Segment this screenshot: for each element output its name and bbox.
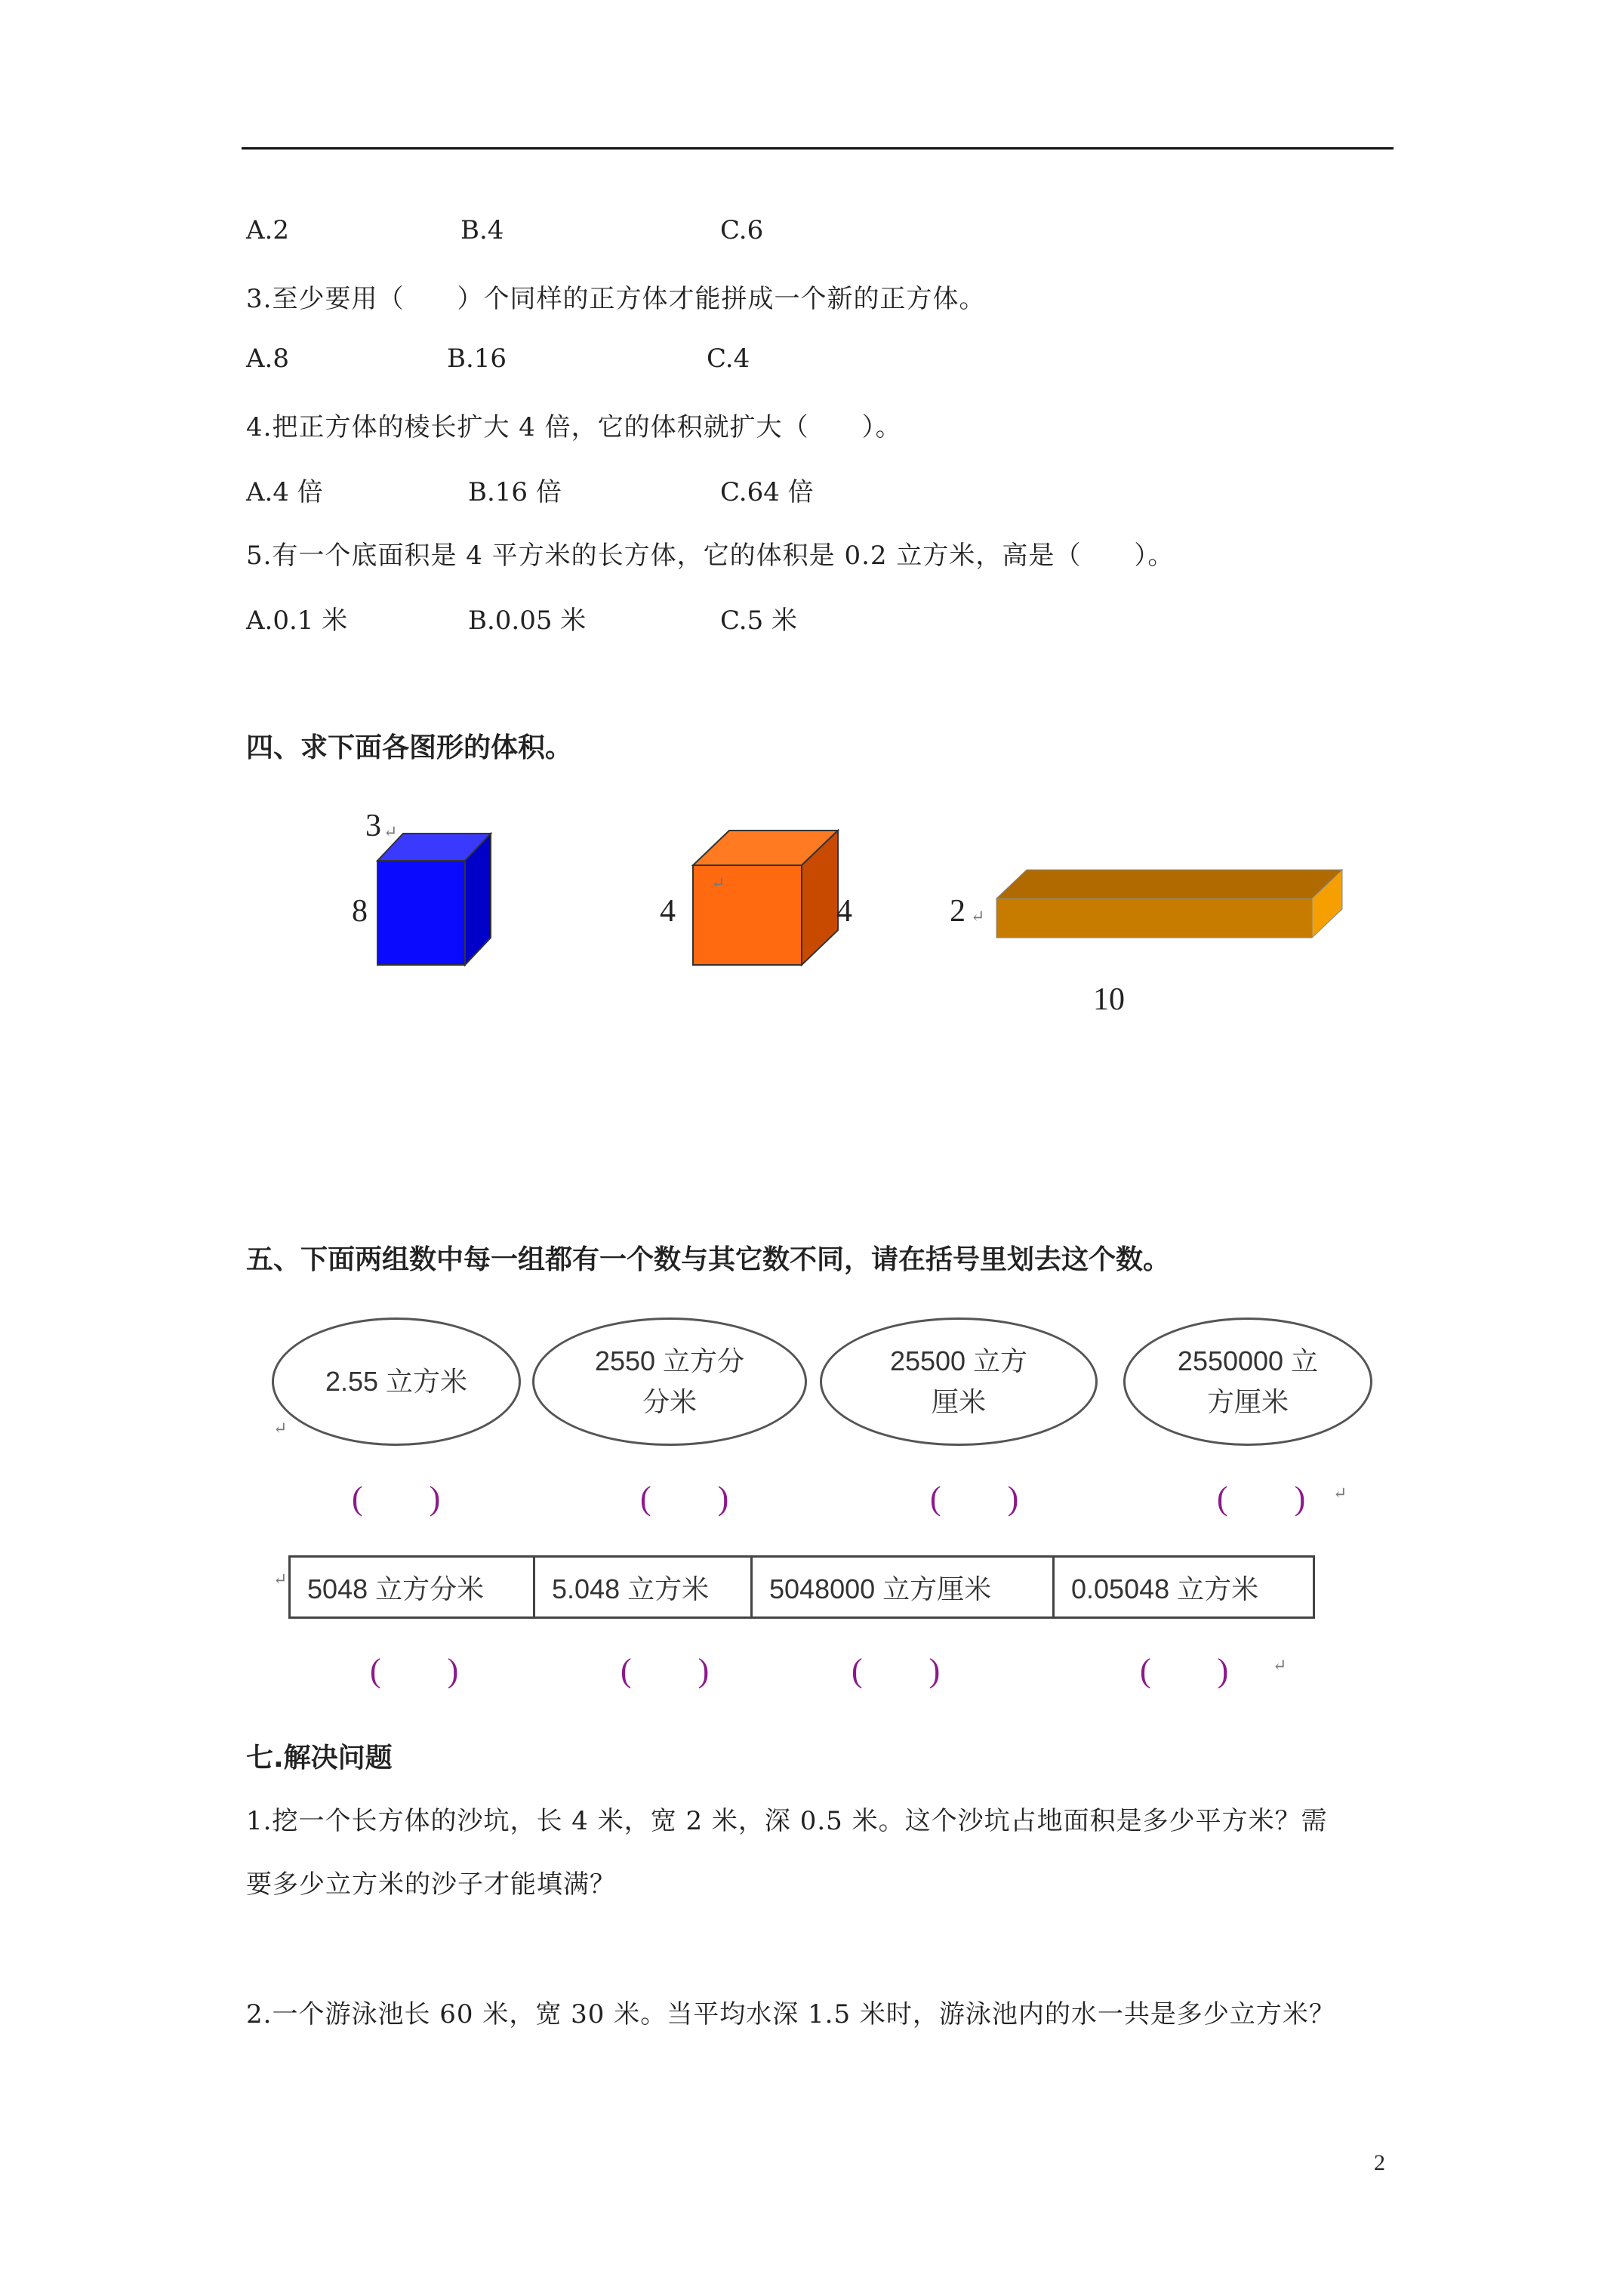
oval-line1: 2.55 立方米 [325, 1366, 468, 1397]
return-mark: ↵ [1273, 1657, 1287, 1675]
return-mark: ↵ [383, 823, 398, 842]
blue-cuboid-top-label: 3 [365, 809, 381, 843]
section4-title: 四、求下面各图形的体积。 [246, 732, 573, 763]
table-cell: 0.05048 立方米 [1071, 1573, 1259, 1604]
answer-paren: ( ) [640, 1480, 729, 1517]
q3-option-b: B.16 [447, 344, 507, 374]
number-oval-4 [1123, 1318, 1372, 1446]
q5-option-b: B.0.05 米 [468, 606, 587, 636]
brown-cuboid [996, 870, 1342, 938]
number-oval-3 [820, 1318, 1098, 1446]
oval-line2: 厘米 [931, 1386, 986, 1417]
q4-option-b: B.16 倍 [468, 477, 562, 507]
q2-option-a: A.2 [246, 215, 289, 245]
brown-cuboid-bottom-label: 10 [1093, 982, 1125, 1017]
q2-option-b: B.4 [460, 215, 504, 245]
number-table [288, 1555, 1315, 1619]
return-mark: ↵ [971, 908, 985, 926]
problem1-line1: 1.挖一个长方体的沙坑，长 4 米，宽 2 米，深 0.5 米。这个沙坑占地面积是多少平方米？需 [246, 1806, 1328, 1836]
page-number: 2 [1374, 2150, 1385, 2175]
q5-text: 5.有一个底面积是 4 平方米的长方体，它的体积是 0.2 立方米，高是（ ）。 [246, 541, 1175, 571]
answer-paren: ( ) [1217, 1480, 1306, 1517]
number-oval-1 [272, 1318, 521, 1446]
section5-title: 五、下面两组数中每一组都有一个数与其它数不同，请在括号里划去这个数。 [246, 1244, 1171, 1275]
blue-cuboid [377, 834, 491, 965]
problem1-line2: 要多少立方米的沙子才能填满？ [246, 1869, 616, 1900]
problem2-text: 2.一个游泳池长 60 米，宽 30 米。当平均水深 1.5 米时，游泳池内的水一共是多少立方米？ [246, 1999, 1335, 2029]
section7-title: 七.解决问题 [246, 1743, 393, 1774]
blue-cuboid-side-label: 8 [352, 894, 368, 929]
oval-line1: 2550000 立 [1177, 1345, 1319, 1376]
return-mark: ↵ [273, 1419, 288, 1438]
brown-cuboid-left-label: 2 [950, 894, 965, 929]
table-cell: 5048000 立方厘米 [753, 1558, 1055, 1616]
answer-paren: ( ) [852, 1652, 941, 1689]
q5-option-c: C.5 米 [720, 606, 798, 636]
answer-paren: ( ) [352, 1480, 441, 1517]
oval-line1: 25500 立方 [889, 1345, 1028, 1376]
orange-cube-right-label: 4 [836, 894, 852, 929]
number-oval-2 [532, 1318, 807, 1446]
q3-text: 3.至少要用（ ）个同样的正方体才能拼成一个新的正方体。 [246, 284, 986, 314]
q4-text: 4.把正方体的棱长扩大 4 倍，它的体积就扩大（ ）。 [246, 412, 902, 442]
orange-cube-left-label: 4 [660, 894, 676, 929]
oval-line1: 2550 立方分 [594, 1345, 745, 1376]
return-mark: ↵ [711, 874, 725, 893]
answer-paren: ( ) [930, 1480, 1019, 1517]
table-cell: 5048 立方分米 [291, 1558, 535, 1616]
answer-paren: ( ) [621, 1652, 710, 1689]
oval-line2: 分米 [642, 1386, 697, 1417]
orange-cube [693, 831, 838, 965]
answer-paren: ( ) [370, 1652, 459, 1689]
q5-option-a: A.0.1 米 [246, 606, 348, 636]
q4-option-c: C.64 倍 [720, 477, 814, 507]
return-mark: ↵ [1333, 1484, 1347, 1503]
return-mark: ↵ [273, 1570, 288, 1589]
answer-paren: ( ) [1140, 1652, 1229, 1689]
q2-option-c: C.6 [720, 215, 764, 245]
oval-line2: 方厘米 [1206, 1386, 1289, 1417]
table-cell: 5.048 立方米 [535, 1558, 753, 1616]
q4-option-a: A.4 倍 [246, 477, 323, 507]
header-rule [242, 147, 1394, 149]
q3-option-a: A.8 [246, 344, 289, 374]
q3-option-c: C.4 [707, 344, 750, 374]
